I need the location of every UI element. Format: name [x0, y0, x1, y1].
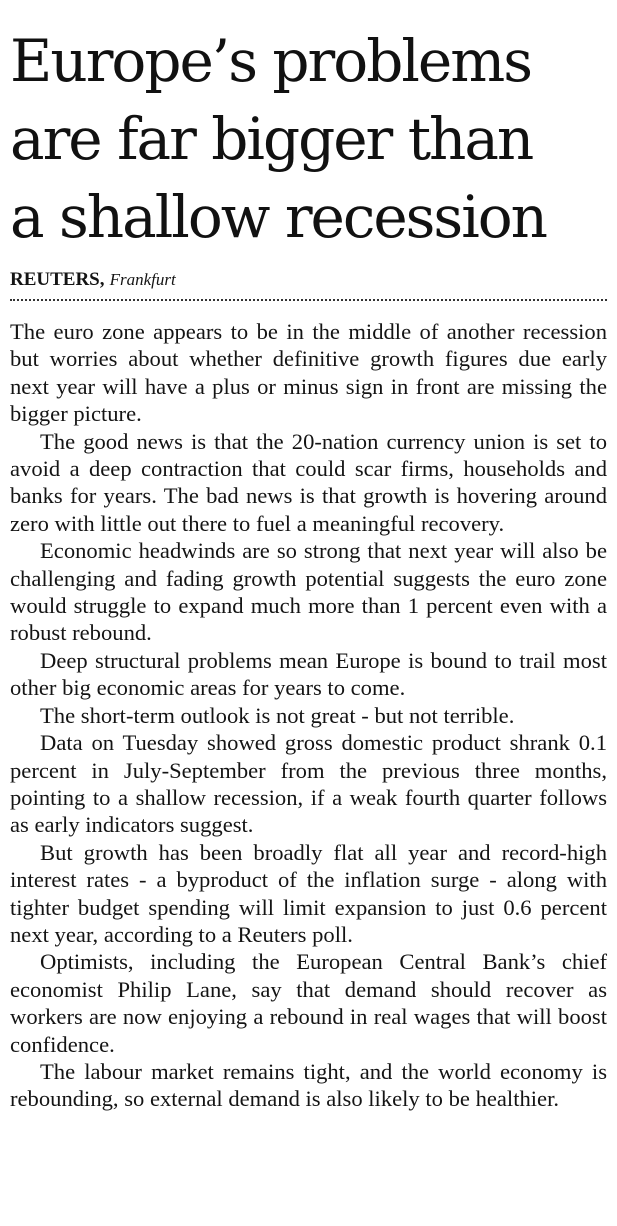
body-paragraph: The good news is that the 20-nation currency union is set to avoid a deep contraction that could scar firms, households and banks for years. The bad news is that growth is hovering around zero with little out there to fuel a meaningful recovery.	[10, 428, 607, 536]
body-paragraph: The short-term outlook is not great - but not terrible.	[40, 702, 515, 728]
headline-line: are far bigger than	[10, 105, 533, 173]
body-paragraph: Data on Tuesday showed gross domestic product shrank 0.1 percent in July-September from the previous three months, pointing to a shallow recession, if a weak fourth quarter follows as early indicators suggest.	[10, 730, 607, 838]
body-paragraph: But growth has been broadly flat all year and record-high interest rates - a byproduct of the inflation surge - along with tighter budget spending will limit expansion to just 0.6 percent next year, according to a Reuters poll.	[10, 839, 607, 947]
body-paragraph: The euro zone appears to be in the middle of another recession but worries about whether definitive growth figures due early next year will have a plus or minus sign in front are missing the bigger picture.	[10, 319, 607, 427]
headline-line: Europe’s problems	[10, 27, 531, 95]
body-paragraph: The labour market remains tight, and the world economy is rebounding, so external demand is also likely to be healthier.	[10, 1058, 607, 1112]
news-article	[10, 0, 607, 1113]
body-paragraph: Optimists, including the European Central Bank’s chief economist Philip Lane, say that demand should recover as workers are now enjoying a rebound in real wages that will boost confidence.	[10, 949, 607, 1057]
headline-line: a shallow recession	[10, 183, 547, 251]
article-body	[10, 318, 607, 1113]
body-paragraph: Economic headwinds are so strong that next year will also be challenging and fading growth potential suggests the euro zone would struggle to expand much more than 1 percent even with a robust rebound.	[10, 538, 607, 646]
dotted-divider	[10, 299, 607, 301]
byline-dateline: Frankfurt	[109, 270, 176, 289]
byline	[10, 270, 607, 290]
byline-agency: REUTERS,	[10, 269, 105, 290]
headline	[10, 0, 607, 256]
body-paragraph: Deep structural problems mean Europe is bound to trail most other big economic areas for years to come.	[10, 647, 607, 701]
